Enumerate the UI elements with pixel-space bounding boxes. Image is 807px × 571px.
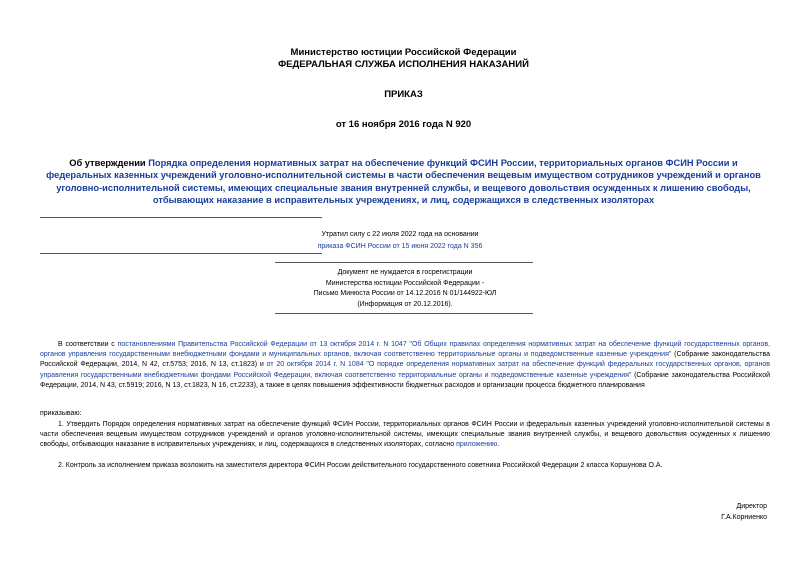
preamble <box>40 340 770 391</box>
divider <box>40 217 322 218</box>
divider <box>275 313 533 314</box>
preamble-text: В соответствии с <box>58 341 118 348</box>
repeal-status <box>130 229 670 253</box>
preamble-text: (Собрание законодательства Российской Федерации, 2014, N 42, ст.5753; 2016, N 13, ст.1823) и <box>40 351 770 369</box>
repeal-status-text: Утратил силу с 22 июля 2022 года на основании <box>321 231 479 238</box>
order-item-2: 2. Контроль за исполнением приказа возложить на заместителя директора ФСИН России действительного государственного советника Российской Федерации 2 класса Коршунова О.А. <box>58 462 663 469</box>
repeal-order-link[interactable]: приказа ФСИН России от 15 июня 2022 года N 356 <box>317 243 483 250</box>
registration-note-line: Документ не нуждается в госрегистрации <box>337 269 473 276</box>
divider <box>40 253 322 254</box>
registration-note-line: Письмо Минюста России от 14.12.2016 N 01/144922-ЮЛ <box>313 290 497 297</box>
resolution-1047-link[interactable]: постановлениями Правительства Российской Федерации от 13 октября 2014 г. N 1047 "Об Общих правилах определения нормативных затрат на обеспечение функций государственных органов, органов управления государственными внебюджетными фондами и муниципальных органов, включая соответственно территориальные органы и подведомственные казенные учреждения" <box>40 341 771 359</box>
preamble-text: (Собрание законодательства Российской Федерации, 2014, N 43, ст.5919; 2016, N 13, ст.1823, N 16, ст.2233), а также в целях повышения эффективности бюджетных расходов и организации процесса бюджетного планирования <box>40 371 770 389</box>
order-item-1-end: . <box>497 441 500 449</box>
registration-note <box>260 268 550 310</box>
title-prefix: Об утверждении <box>69 158 149 168</box>
signature-block <box>721 502 767 523</box>
resolution-1084-link[interactable]: от 20 октября 2014 г. N 1084 "О порядке определения нормативных затрат на обеспечение функций федеральных государственных органов, органов управления государственными внебюджетными фондами Российской Федерации, включая соответственно территориальные органы и подведомственные казенные учреждения" <box>40 361 770 379</box>
document-title <box>40 157 767 207</box>
appendix-link[interactable]: приложению <box>456 441 498 449</box>
registration-note-line: Министерства юстиции Российской Федерации - <box>325 279 485 287</box>
divider <box>275 262 533 263</box>
signature-position: Директор <box>736 503 767 510</box>
ministry-name: Министерство юстиции Российской Федерации <box>290 47 517 58</box>
document-date-number: от 16 ноября 2016 года N 920 <box>335 119 472 130</box>
order-word: приказываю: <box>40 410 82 417</box>
service-name: ФЕДЕРАЛЬНАЯ СЛУЖБА ИСПОЛНЕНИЯ НАКАЗАНИЙ <box>278 59 529 70</box>
order-item-1-text: 1. Утвердить Порядок определения нормативных затрат на обеспечение функций ФСИН России, территориальных органов ФСИН России и федеральных казенных учреждений уголовно-исполнительной системы в части обеспечения вещевым имуществом сотрудников учреждений и органов уголовно-исполнительной системы, имеющих специальные звания внутренней службы, и вещевого довольствия осужденных к лишению свободы, отбывающих наказание в исправительных учреждениях, и лиц, содержащихся в следственных изоляторах, согласно <box>40 421 770 449</box>
registration-note-line: (Информация от 20.12.2016). <box>357 300 453 308</box>
document-type: ПРИКАЗ <box>384 89 423 100</box>
signature-name: Г.А.Корниенко <box>721 513 767 521</box>
title-procedure-link[interactable]: Порядка определения нормативных затрат на обеспечение функций ФСИН России, территориальных органов ФСИН России и федеральных казенных учреждений уголовно-исполнительной системы в части обеспечения вещевым имуществом сотрудников учреждений и органов уголовно-исполнительной системы, имеющих специальные звания внутренней службы, и вещевого довольствия осужденных к лишению свободы, отбывающих наказание в исправительных учреждениях, и лиц, содержащихся в следственных изоляторах <box>46 158 761 206</box>
order-item-1 <box>40 420 770 451</box>
